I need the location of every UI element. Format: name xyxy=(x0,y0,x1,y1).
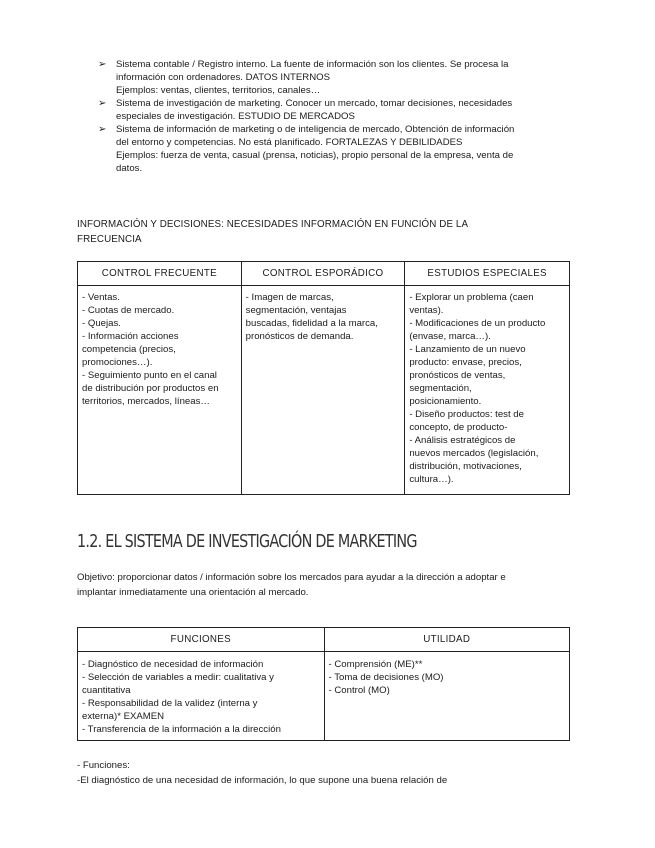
cell-line: segmentación, ventajas xyxy=(245,305,347,316)
cell-line: - Ventas. xyxy=(82,292,120,303)
bullet-item xyxy=(98,58,568,97)
cell-line: nuevos mercados (legislación, xyxy=(409,448,539,459)
functions-notes xyxy=(77,758,567,788)
cell-line: buscadas, fidelidad a la marca, xyxy=(245,318,378,329)
cell-line: posicionamiento. xyxy=(409,396,482,407)
cell-line: producto: envase, precios, xyxy=(409,357,522,368)
cell-line: - Comprensión (ME)** xyxy=(328,659,423,670)
bullet-item xyxy=(98,97,568,123)
bullet-item xyxy=(98,123,568,175)
cell-line: - Control (MO) xyxy=(328,685,390,696)
header-control-frecuente: CONTROL FRECUENTE xyxy=(78,262,242,286)
info-decisions-heading xyxy=(77,217,557,247)
cell-line: - Imagen de marcas, xyxy=(245,292,334,303)
cell-line: promociones…). xyxy=(82,357,153,368)
bullet-line: Sistema contable / Registro interno. La fuente de información son los clientes. Se procesa la xyxy=(116,59,509,70)
cell-line: de distribución por productos en xyxy=(82,383,219,394)
cell-utilidad xyxy=(324,652,569,741)
cell-line: externa)* EXAMEN xyxy=(82,711,165,722)
frequency-table xyxy=(77,261,570,495)
cell-line: territorios, mercados, líneas… xyxy=(82,396,210,407)
bullet-list xyxy=(98,58,568,175)
heading-line: FRECUENCIA xyxy=(77,234,142,245)
objective-line: Objetivo: proporcionar datos / información sobre los mercados para ayudar a la dirección a adoptar e xyxy=(77,572,506,583)
cell-line: - Responsabilidad de la validez (interna y xyxy=(82,698,258,709)
header-estudios-especiales: ESTUDIOS ESPECIALES xyxy=(405,262,570,286)
cell-line: - Información acciones xyxy=(82,331,179,342)
cell-line: - Seguimiento punto en el canal xyxy=(82,370,217,381)
arrow-bullet-icon: ➢ xyxy=(98,98,107,109)
cell-control-frecuente xyxy=(78,286,242,495)
arrow-bullet-icon: ➢ xyxy=(98,59,107,70)
bullet-line: información con ordenadores. DATOS INTERNOS xyxy=(116,72,330,83)
functions-table xyxy=(77,627,570,741)
objective-paragraph xyxy=(77,570,567,600)
cell-line: pronósticos de ventas, xyxy=(409,370,506,381)
cell-line: concepto, de producto- xyxy=(409,422,508,433)
cell-line: cuantitativa xyxy=(82,685,131,696)
bullet-line: Ejemplos: ventas, clientes, territorios, canales… xyxy=(116,85,321,96)
header-utilidad: UTILIDAD xyxy=(324,628,569,652)
cell-line: - Diseño productos: test de xyxy=(409,409,524,420)
cell-line: pronósticos de demanda. xyxy=(245,331,354,342)
section-title: 1.2. EL SISTEMA DE INVESTIGACIÓN DE MARKETING xyxy=(77,532,417,552)
cell-line: (envase, marca…). xyxy=(409,331,491,342)
cell-funciones xyxy=(78,652,325,741)
cell-line: - Quejas. xyxy=(82,318,121,329)
cell-line: - Explorar un problema (caen xyxy=(409,292,534,303)
header-control-esporadico: CONTROL ESPORÁDICO xyxy=(241,262,405,286)
bullet-line: especiales de investigación. ESTUDIO DE MERCADOS xyxy=(116,111,355,122)
notes-line: -El diagnóstico de una necesidad de información, lo que supone una buena relación de xyxy=(77,775,448,786)
notes-line: - Funciones: xyxy=(77,760,130,771)
cell-line: competencia (precios, xyxy=(82,344,176,355)
cell-line: - Lanzamiento de un nuevo xyxy=(409,344,526,355)
cell-line: - Modificaciones de un producto xyxy=(409,318,546,329)
cell-line: cultura…). xyxy=(409,474,454,485)
cell-line: - Diagnóstico de necesidad de información xyxy=(82,659,264,670)
header-funciones: FUNCIONES xyxy=(78,628,325,652)
cell-line: segmentación, xyxy=(409,383,472,394)
cell-line: - Toma de decisiones (MO) xyxy=(328,672,444,683)
cell-line: distribución, motivaciones, xyxy=(409,461,522,472)
objective-line: implantar inmediatamente una orientación al mercado. xyxy=(77,587,309,598)
cell-estudios-especiales xyxy=(405,286,570,495)
cell-control-esporadico xyxy=(241,286,405,495)
bullet-line: Sistema de información de marketing o de inteligencia de mercado, Obtención de información xyxy=(116,124,515,135)
cell-line: - Cuotas de mercado. xyxy=(82,305,175,316)
bullet-line: del entorno y competencias. No está planificado. FORTALEZAS Y DEBILIDADES xyxy=(116,137,463,148)
bullet-line: datos. xyxy=(116,163,143,174)
cell-line: - Transferencia de la información a la dirección xyxy=(82,724,281,735)
cell-line: - Análisis estratégicos de xyxy=(409,435,516,446)
bullet-line: Sistema de investigación de marketing. Conocer un mercado, tomar decisiones, necesidades xyxy=(116,98,513,109)
arrow-bullet-icon: ➢ xyxy=(98,124,107,135)
cell-line: ventas). xyxy=(409,305,444,316)
heading-line: INFORMACIÓN Y DECISIONES: NECESIDADES INFORMACIÓN EN FUNCIÓN DE LA xyxy=(77,219,469,230)
bullet-line: Ejemplos: fuerza de venta, casual (prensa, noticias), propio personal de la empresa, venta de xyxy=(116,150,514,161)
cell-line: - Selección de variables a medir: cualitativa y xyxy=(82,672,274,683)
